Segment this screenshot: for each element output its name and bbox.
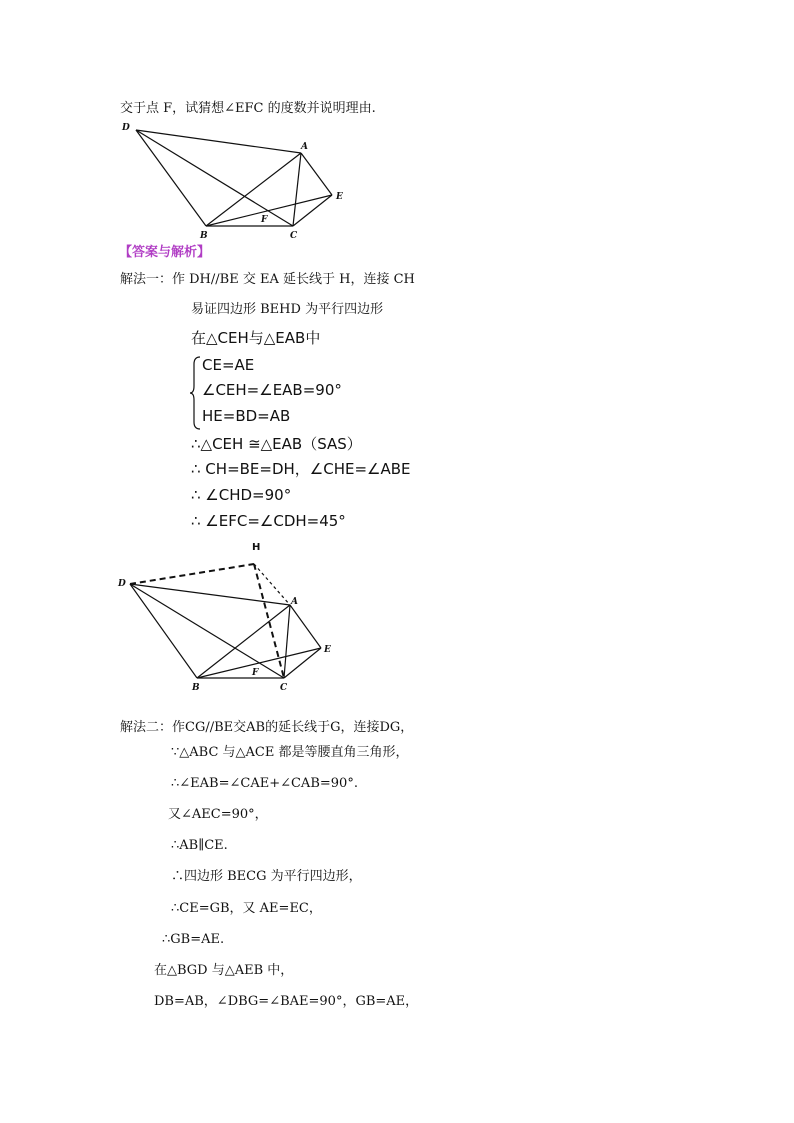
seg-DA [136, 130, 301, 153]
seg-BA [206, 153, 301, 226]
label-B: B [192, 683, 200, 693]
problem-intro: 交于点 F，试猜想∠EFC 的度数并说明理由. [120, 101, 376, 116]
system-brace [190, 356, 202, 430]
label-B: B [200, 231, 208, 241]
seg-AC [293, 153, 301, 226]
method2-s3: 又∠AEC=90°， [168, 807, 268, 822]
label-C: C [280, 683, 288, 693]
method1-step5: ∴ ∠CHD=90° [191, 486, 292, 504]
method1-step1: 易证四边形 BEHD 为平行四边形 [191, 302, 384, 317]
method1-title: 解法一：作 DH//BE 交 EA 延长线于 H，连接 CH [120, 272, 415, 287]
label-E: E [336, 192, 343, 202]
method1-step2: 在△CEH与△EAB中 [191, 329, 321, 347]
label-F: F [261, 215, 268, 225]
method1-step3: ∴△CEH ≅△EAB（SAS） [191, 435, 362, 453]
figure-1 [118, 120, 358, 240]
label-F: F [252, 668, 259, 678]
label-D: D [122, 123, 130, 133]
system-eq3: HE=BD=AB [202, 407, 291, 425]
method2-s4: ∴AB∥CE. [171, 838, 228, 853]
label-H: H [252, 542, 261, 553]
seg-AE [301, 153, 332, 195]
seg-DB [136, 130, 206, 226]
seg-AC [284, 605, 290, 678]
method2-s6: ∴CE=GB，又 AE=EC， [171, 901, 322, 916]
label-A: A [291, 597, 298, 607]
label-E: E [324, 645, 331, 655]
method2-s5: ∴四边形 BECG 为平行四边形， [171, 869, 362, 884]
seg-DB [130, 584, 197, 678]
method1-step6: ∴ ∠EFC=∠CDH=45° [191, 512, 346, 530]
seg-DA [130, 584, 290, 605]
label-C: C [290, 231, 298, 241]
method1-step4: ∴ CH=BE=DH，∠CHE=∠ABE [191, 460, 411, 478]
seg-DC [130, 584, 284, 678]
method2-s7: ∴GB=AE. [162, 932, 225, 947]
method2-s8: 在△BGD 与△AEB 中， [154, 963, 294, 978]
figure-2 [115, 538, 355, 698]
method2-title: 解法二：作CG//BE交AB的延长线于G，连接DG， [120, 720, 414, 735]
answer-heading: 【答案与解析】 [119, 245, 211, 260]
seg-DH-dashed [130, 564, 254, 584]
label-D: D [118, 579, 126, 589]
method2-s2: ∴∠EAB=∠CAE+∠CAB=90°. [171, 776, 358, 791]
seg-AE [290, 605, 321, 648]
system-eq2: ∠CEH=∠EAB=90° [202, 381, 342, 399]
label-A: A [301, 142, 308, 152]
method2-s1: ∵△ABC 与△ACE 都是等腰直角三角形， [171, 745, 409, 760]
method2-s9: DB=AB，∠DBG=∠BAE=90°，GB=AE， [154, 994, 419, 1009]
system-eq1: CE=AE [202, 356, 255, 374]
